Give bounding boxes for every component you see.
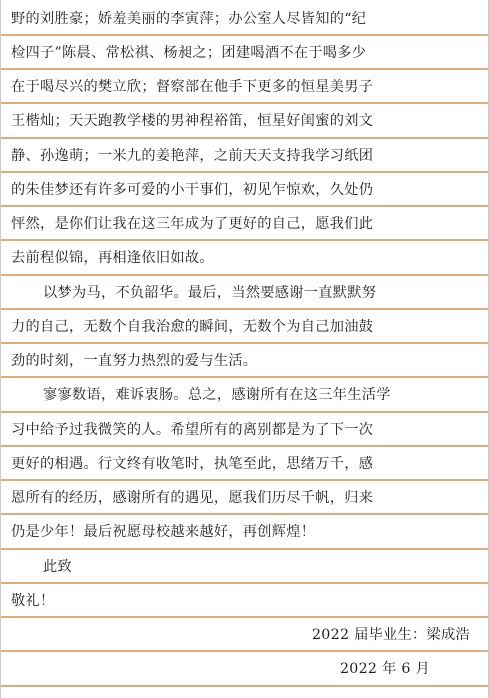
letter-line-7: 怦然，是你们让我在这三年成为了更好的自己，愿我们此	[11, 216, 374, 232]
letter-line-12: 寥寥数语，难诉衷肠。总之，感谢所有在这三年生活学	[43, 387, 391, 403]
letter-line-2: 检四子”陈晨、常松祺、杨昶之；团建喝酒不在于喝多少	[11, 45, 367, 61]
signature: 2022 届毕业生：梁成浩	[311, 627, 470, 643]
letter-line-14: 更好的相遇。行文终有收笔时，执笔至此，思绪万千，感	[11, 456, 374, 472]
closing-line-1: 此致	[43, 559, 72, 575]
letter-line-4: 王楷灿；天天跑教学楼的男神程裕笛，恒星好闺蜜的刘文	[11, 113, 374, 129]
letter-line-9: 以梦为马，不负韶华。最后，当然要感谢一直默默努	[43, 285, 377, 301]
letter-line-13: 习中给予过我微笑的人。希望所有的离别都是为了下一次	[11, 422, 374, 438]
letter-line-1: 野的刘胜豪；娇羞美丽的李寅萍；办公室人尽皆知的“纪	[11, 11, 367, 27]
letter-line-3: 在于喝尽兴的樊立欣；督察部在他手下更多的恒星美男子	[11, 79, 374, 95]
letter-line-5: 静、孙逸萌；一米九的姜艳萍，之前天天支持我学习纸团	[11, 148, 374, 164]
letter-line-11: 劲的时刻，一直努力热烈的爱与生活。	[11, 353, 258, 369]
letter-line-8: 去前程似锦，再相逢依旧如故。	[11, 250, 214, 266]
letter-line-10: 力的自己，无数个自我治愈的瞬间，无数个为自己加油鼓	[11, 319, 374, 335]
letter-line-16: 仍是少年！最后祝愿母校越来越好，再创辉煌！	[11, 524, 316, 540]
date: 2022 年 6 月	[339, 661, 430, 677]
letter-line-15: 恩所有的经历，感谢所有的遇见，愿我们历尽千帆，归来	[11, 490, 374, 506]
closing-line-2: 敬礼！	[11, 593, 55, 609]
letter-line-6: 的朱佳梦还有许多可爱的小干事们，初见乍惊欢，久处仍	[11, 182, 374, 198]
